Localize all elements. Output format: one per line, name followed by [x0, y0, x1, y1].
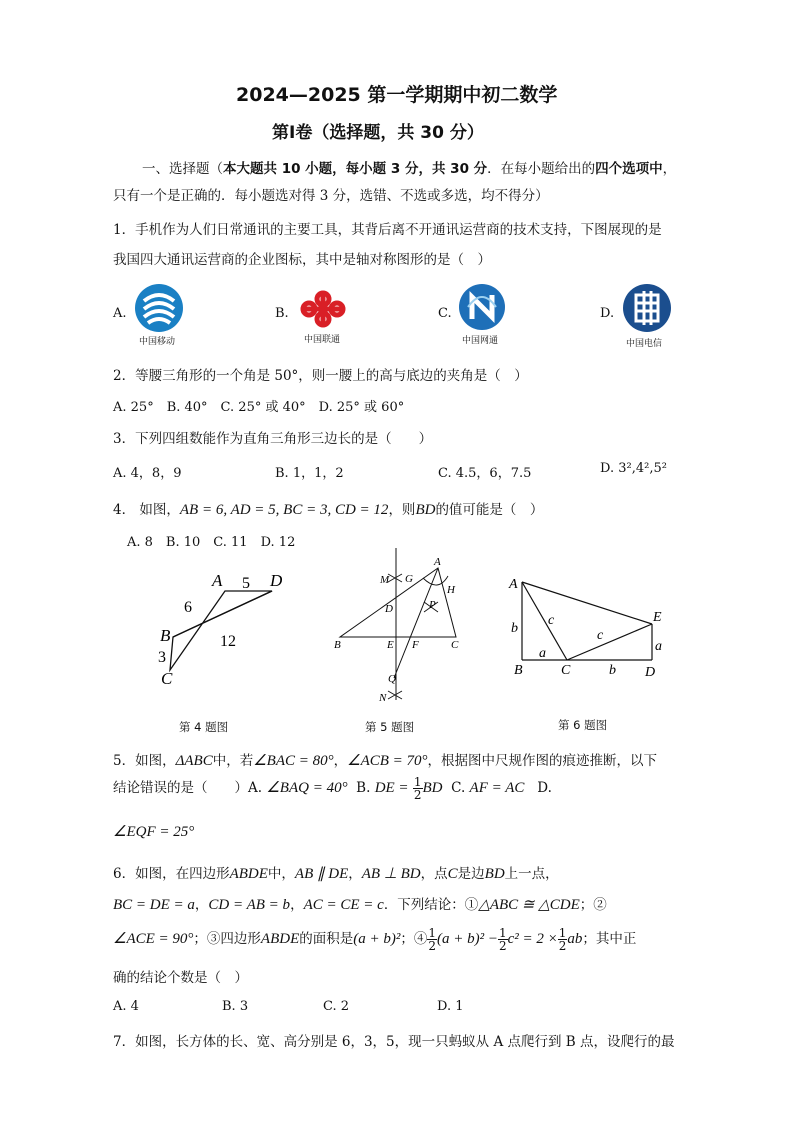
fig6-label-side-c: c — [548, 613, 555, 628]
q6-text: ，点 — [420, 866, 448, 882]
fig4-label-b: B — [160, 626, 171, 645]
q6-text: 上一点， — [504, 866, 559, 882]
fig6-label-side-a: a — [539, 646, 546, 661]
q3-option-c: C. 4.5，6，7.5 — [438, 466, 532, 481]
q6-fraction-2 — [498, 927, 508, 952]
q2-stem: 2．等腰三角形的一个角是 50°，则一腰上的高与底边的夹角是（ ） — [113, 368, 528, 384]
q1-option-b-label: B. — [275, 306, 289, 321]
q6-fraction-1-num: 1 — [428, 926, 436, 940]
fig5-label-h: H — [447, 584, 455, 596]
fig5-mark-m — [388, 574, 402, 582]
section-instructions-line2: 只有一个是正确的．每小题选对得 3 分，选错、不选或多选，均不得分） — [113, 188, 549, 204]
q3-option-b: B. 1，1，2 — [275, 466, 344, 481]
q7-stem: 7．如图，长方体的长、宽、高分别是 6，3，5，现一只蚂蚁从 A 点爬行到 B 点，设爬行的最 — [113, 1034, 675, 1050]
q6-bd: BD — [484, 866, 505, 882]
q6-stem-line1 — [113, 862, 559, 883]
fig6-label-c: C — [561, 663, 571, 678]
q6-congruence: △ABC ≅ △CDE — [478, 897, 580, 913]
fig5-label-f: F — [412, 639, 419, 651]
q6-fraction-3-den: 2 — [558, 939, 567, 953]
china-netcom-logo-icon — [458, 283, 506, 331]
fig4-label-d: D — [270, 571, 283, 590]
china-mobile-logo-icon — [134, 283, 184, 333]
fig5-label-b: B — [334, 639, 341, 651]
fig4-label-a: A — [212, 571, 223, 590]
q5-angle-bac: ∠BAC = 80° — [253, 753, 334, 769]
q4-conditions: AB = 6, AD = 5, BC = 3, CD = 12 — [179, 502, 389, 518]
q6-expr-3: ab — [567, 931, 583, 947]
q1-stem: 1．手机作为人们日常通讯的主要工具，其背后离不开通讯运营商的技术支持，下图展现的是 — [113, 222, 662, 238]
china-unicom-logo-icon — [298, 289, 348, 329]
q5-text: 5．如图， — [113, 753, 176, 769]
q5-fraction-denominator: 2 — [413, 788, 422, 802]
q6-fraction-3-num: 1 — [558, 926, 567, 940]
q5-option-b: DE = — [374, 780, 409, 796]
instr-part: 一、选择题（ — [142, 161, 223, 177]
q6-angle-ace: ∠ACE = 90° — [113, 931, 194, 947]
q3-stem: 3．下列四组数能作为直角三角形三边长的是（ ） — [113, 431, 433, 447]
fig6-label-side-b: b — [511, 621, 518, 636]
fig5-label-p: P — [429, 599, 436, 611]
q5-options — [113, 776, 552, 801]
figure-5 — [330, 548, 470, 708]
q1-option-d-caption: 中国电信 — [626, 339, 663, 349]
fig5-label-m: M — [380, 574, 390, 586]
q6-text: ， — [348, 866, 362, 882]
q5-stem — [113, 749, 657, 770]
q6-option-a: A. 4 — [113, 999, 139, 1014]
fig5-label-n: N — [379, 692, 387, 704]
q6-text: ；③四边形 — [193, 931, 261, 947]
fig6-label-side-b2: b — [609, 663, 616, 678]
q5-option-d: ∠EQF = 25° — [113, 824, 195, 840]
instr-bold: 四个选项中 — [595, 161, 663, 177]
page-title: 2024—2025 第一学期期中初二数学 — [236, 84, 558, 106]
q6-fraction-2-num: 1 — [498, 926, 507, 940]
fig6-label-side-a2: a — [655, 639, 662, 654]
q6-stem-line2 — [113, 893, 607, 914]
q1-option-b-caption: 中国联通 — [304, 335, 341, 345]
q1-option-a-caption: 中国移动 — [139, 337, 176, 347]
instr-part: ， — [662, 161, 677, 177]
fig5-label-g: G — [405, 573, 413, 585]
q5-fraction — [413, 776, 423, 801]
fig4-caption: 第 4 题图 — [179, 720, 229, 734]
q2-options: A. 25° B. 40° C. 25° 或 40° D. 25° 或 60° — [113, 400, 405, 415]
q1-option-a-label: A. — [113, 306, 127, 321]
instr-part: ．在每小题给出的 — [487, 161, 596, 177]
section-instructions — [142, 157, 676, 177]
q6-text: 是边 — [457, 866, 485, 882]
fig6-label-b: B — [514, 663, 523, 678]
q6-text: 中， — [267, 866, 295, 882]
fig6-label-side-c2: c — [597, 628, 604, 643]
q6-text: ， — [194, 897, 209, 913]
fig5-caption: 第 5 题图 — [365, 720, 415, 734]
q5-text: ，根据图中尺规作图的痕迹推断，以下 — [427, 753, 658, 769]
q6-fraction-3 — [558, 927, 568, 952]
fig5-label-q: Q — [388, 673, 396, 685]
q6-text: ， — [290, 897, 304, 913]
q3-option-d: D. 3²,4²,5² — [600, 461, 667, 476]
q5-option-a: ∠BAQ = 40° — [266, 780, 348, 796]
q6-eq3: AC = CE = c — [303, 897, 384, 913]
q4-stem — [113, 498, 543, 519]
q6-expr-1: (a + b)² − — [436, 931, 498, 947]
q6-stem-line4: 确的结论个数是（ ） — [113, 970, 248, 986]
q4-mid: ，则 — [388, 502, 416, 518]
q6-text: ；④ — [400, 931, 428, 947]
q1-option-c-caption: 中国网通 — [462, 336, 499, 346]
q6-perpendicular: AB ⊥ BD — [361, 866, 421, 882]
fig4-edge-12: 12 — [220, 633, 236, 650]
q5-fraction-numerator: 1 — [413, 775, 422, 789]
fig5-label-d: D — [385, 603, 393, 615]
q1-stem-line2: 我国四大通讯运营商的企业图标，其中是轴对称图形的是（ ） — [113, 252, 491, 268]
q6-expr-2: c² = 2 × — [507, 931, 558, 947]
q5-text: ， — [333, 753, 348, 769]
q6-fraction-2-den: 2 — [498, 939, 507, 953]
fig5-arc — [423, 576, 448, 585]
figure-6 — [505, 572, 675, 682]
q6-fraction-1-den: 2 — [428, 939, 436, 953]
section-title: 第Ⅰ卷（选择题，共 30 分） — [272, 123, 484, 143]
fig6-label-d: D — [645, 665, 656, 680]
q6-abde: ABDE — [229, 866, 268, 882]
fig6-caption: 第 6 题图 — [558, 718, 608, 732]
q5-option-c-label: C. — [451, 780, 466, 796]
q4-prefix: 4． 如图， — [113, 502, 180, 518]
q4-suffix: 的值可能是（ ） — [435, 502, 544, 518]
q4-options: A. 8 B. 10 C. 11 D. 12 — [127, 535, 296, 550]
figure-4 — [150, 565, 290, 690]
fig5-label-e: E — [387, 639, 394, 651]
fig5-mark-n — [388, 691, 402, 699]
fig6-label-a: A — [509, 577, 518, 592]
q6-text: ．下列结论：① — [383, 897, 479, 913]
q6-option-b: B. 3 — [222, 999, 249, 1014]
q5-option-b-label: B. — [356, 780, 371, 796]
instr-bold: 本大题共 10 小题，每小题 3 分，共 30 分 — [223, 161, 488, 177]
fig6-segment-ae — [522, 582, 652, 624]
fig5-triangle — [340, 568, 456, 637]
q6-stem-line3 — [113, 927, 636, 952]
q6-point-c: C — [447, 866, 458, 882]
q4-bd: BD — [415, 502, 436, 518]
q6-fraction-1 — [427, 927, 437, 952]
china-telecom-logo-icon — [622, 283, 672, 333]
q5-triangle: ΔABC — [175, 753, 213, 769]
fig5-label-a: A — [434, 556, 441, 568]
fig4-label-c: C — [161, 669, 173, 688]
fig4-edge-5: 5 — [242, 575, 250, 592]
fig6-segment-ce — [567, 624, 652, 660]
q6-option-d: D. 1 — [437, 999, 464, 1014]
q1-option-d-label: D. — [600, 306, 615, 321]
q1-option-c-label: C. — [438, 306, 452, 321]
fig4-edge-6: 6 — [184, 599, 192, 616]
fig4-edge-3: 3 — [158, 649, 166, 666]
q6-area: (a + b)² — [353, 931, 401, 947]
q5-option-c: AF = AC — [469, 780, 525, 796]
q6-parallel: AB ∥ DE — [294, 866, 349, 882]
q6-abde2: ABDE — [260, 931, 300, 947]
q5-option-d-label: D. — [537, 780, 552, 796]
q5-text: 中，若 — [212, 753, 254, 769]
q5-text: 结论错误的是（ ）A. — [113, 780, 263, 796]
fig6-label-e: E — [653, 610, 662, 625]
q5-angle-acb: ∠ACB = 70° — [347, 753, 428, 769]
q5-option-b-bd: BD — [422, 780, 443, 796]
q6-text: 6．如图，在四边形 — [113, 866, 230, 882]
q6-text: 的面积是 — [299, 931, 354, 947]
q6-option-c: C. 2 — [323, 999, 350, 1014]
q6-text: ；② — [579, 897, 607, 913]
q6-eq2: CD = AB = b — [208, 897, 291, 913]
fig5-label-c: C — [451, 639, 459, 651]
q6-eq1: BC = DE = a — [113, 897, 195, 913]
q6-text: ；其中正 — [582, 931, 637, 947]
q3-option-a: A. 4，8，9 — [113, 466, 182, 481]
